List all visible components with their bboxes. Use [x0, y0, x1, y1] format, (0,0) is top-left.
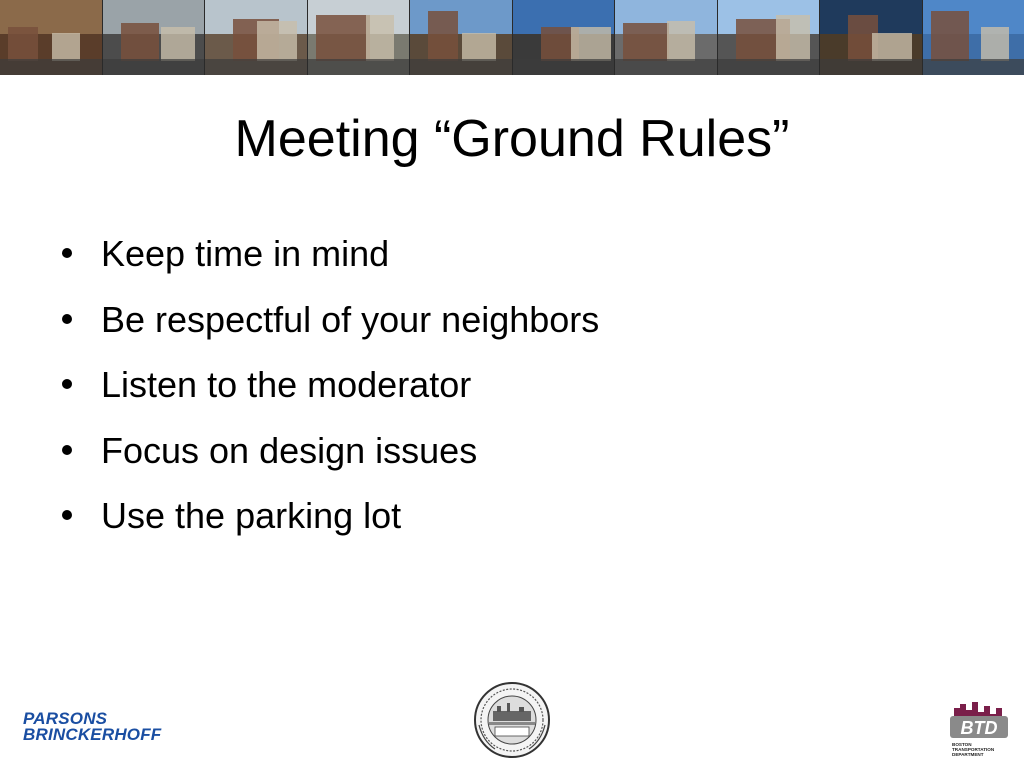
- header-photo-strip: [0, 0, 1024, 75]
- bus-terminal-photo: [103, 0, 206, 75]
- bullet-text: Keep time in mind: [101, 233, 390, 274]
- bullet-item: [60, 228, 599, 294]
- bullet-text: Use the parking lot: [101, 495, 402, 536]
- crowd-photo: [0, 0, 103, 75]
- bullet-dot-icon: [62, 445, 72, 455]
- square-station-photo: [615, 0, 718, 75]
- bullet-text: Focus on design issues: [101, 429, 478, 471]
- btd-logo-line-1: BOSTON: [952, 742, 972, 747]
- bullet-text: Be respectful of your neighbors: [101, 298, 600, 340]
- night-building-photo: [820, 0, 923, 75]
- bullet-item: [60, 294, 599, 360]
- bullet-text: Listen to the moderator: [101, 364, 472, 405]
- bullet-item: [60, 490, 599, 556]
- btd-logo: [948, 698, 1012, 758]
- btd-logo-line-3: DEPARTMENT: [952, 752, 984, 757]
- city-seal-icon: [473, 681, 551, 759]
- parsons-brinckerhoff-logo: [23, 711, 193, 743]
- bike-rack-photo: [308, 0, 411, 75]
- logo-line-2: BRINCKERHOFF: [23, 725, 162, 744]
- flag-building-photo: [513, 0, 616, 75]
- logo-line-1: PARSONS: [23, 709, 108, 728]
- bullet-dot-icon: [62, 314, 72, 324]
- btd-logo-line-2: TRANSPORTATION: [952, 747, 995, 752]
- slide-title: Meeting “Ground Rules”: [234, 110, 790, 168]
- street-buildings-photo: [205, 0, 308, 75]
- bullet-dot-icon: [62, 510, 72, 520]
- bullet-item: [60, 359, 599, 425]
- brick-building-photo: [410, 0, 513, 75]
- bus-street-photo: [718, 0, 821, 75]
- btd-logo-text: BTD: [960, 718, 998, 738]
- bullet-item: [60, 425, 599, 491]
- welcome-sign-photo: [923, 0, 1024, 75]
- bullet-list: [60, 228, 599, 556]
- bullet-dot-icon: [62, 248, 72, 258]
- bullet-dot-icon: [62, 379, 72, 389]
